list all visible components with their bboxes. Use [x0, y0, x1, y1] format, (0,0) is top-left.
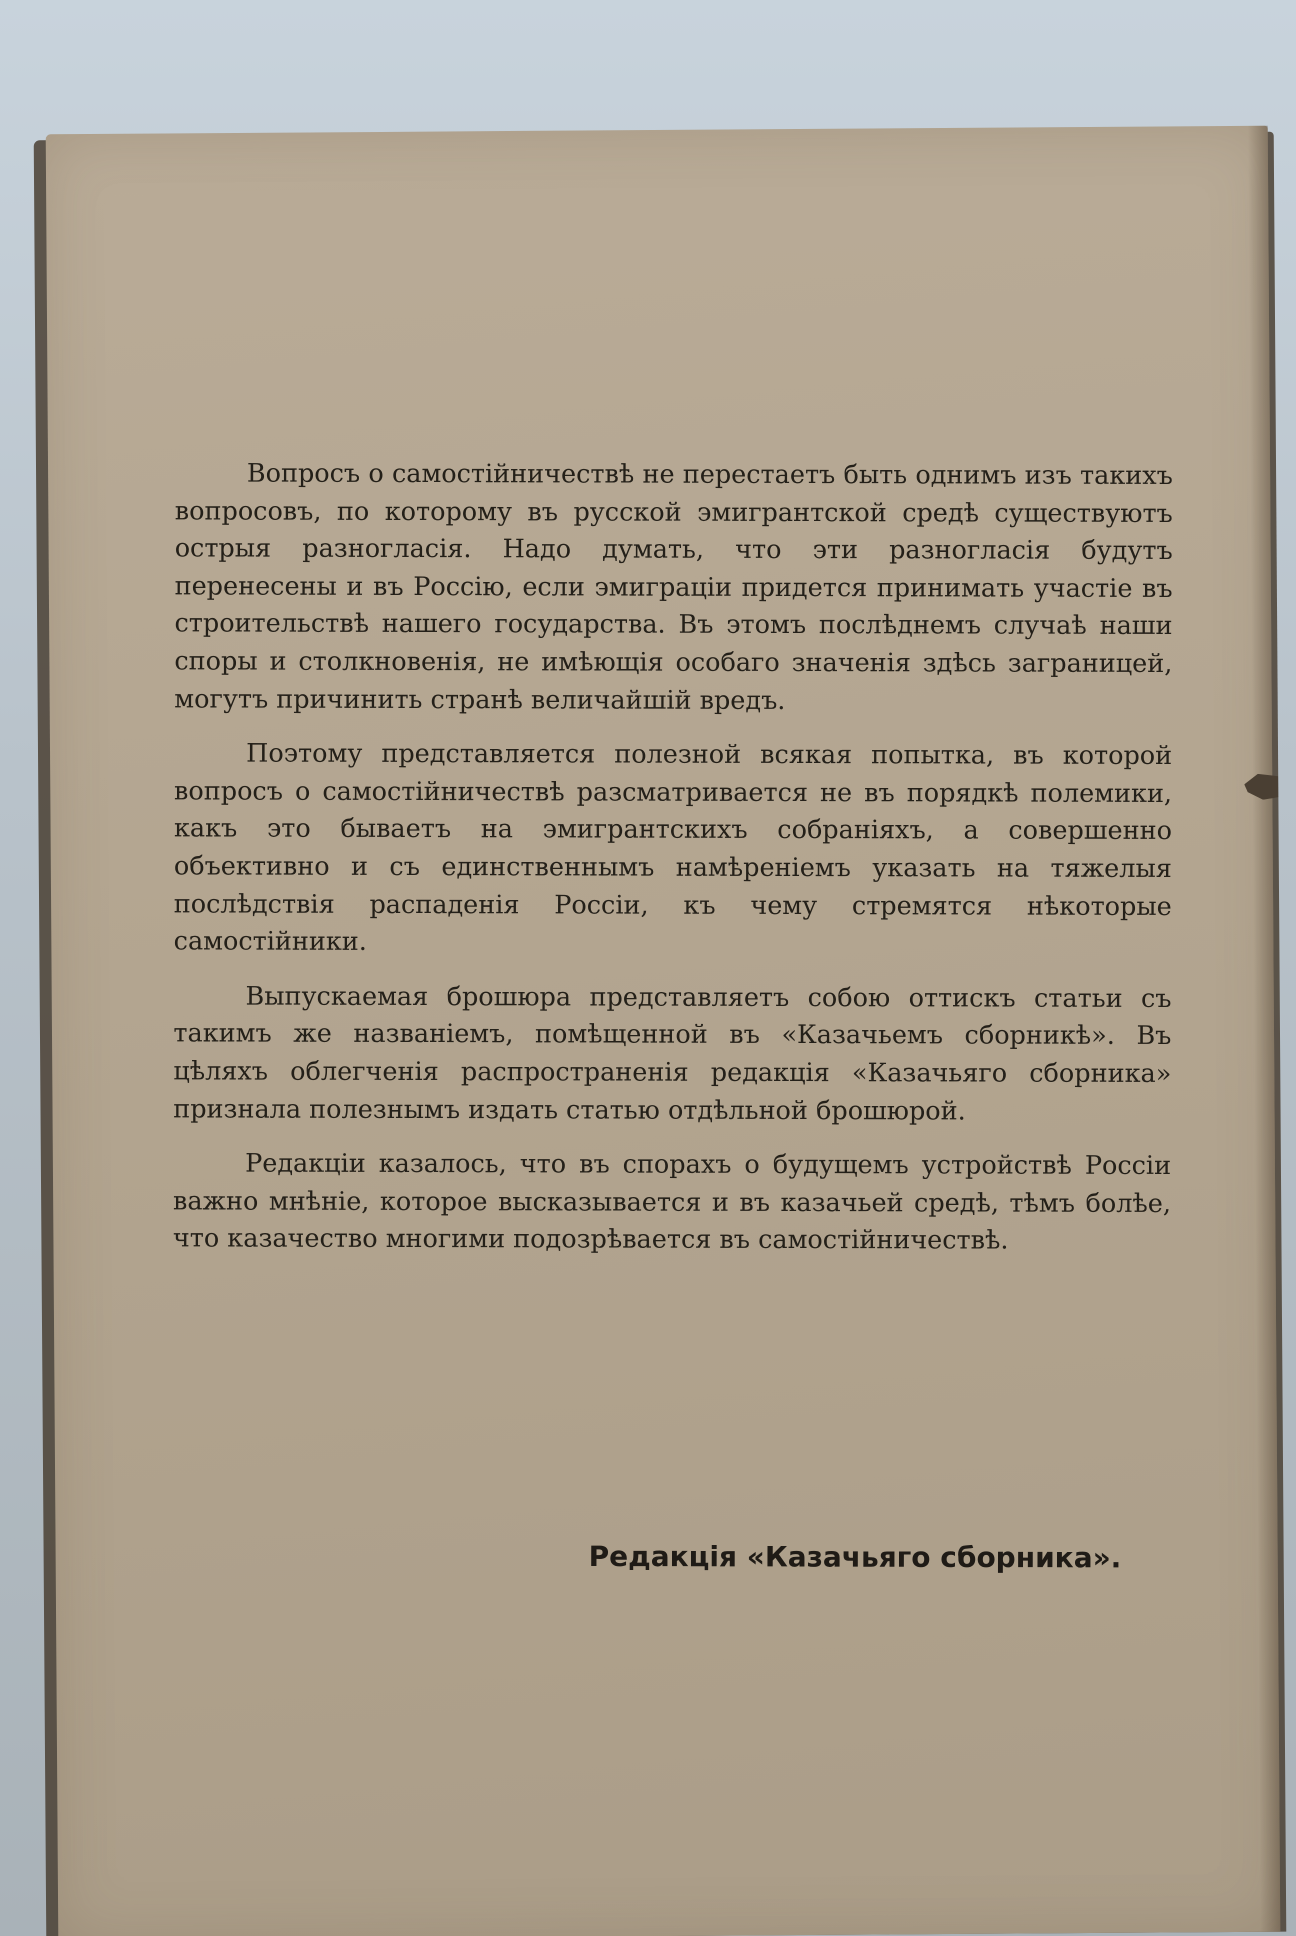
- body-text: [173, 455, 1173, 1277]
- paragraph-4: Редакціи казалось, что въ спорахъ о будущемъ устройствѣ Россіи важно мнѣніе, которое высказывается и въ казачьей средѣ, тѣмъ болѣе, что казачество многими подозрѣвается въ самостійничествѣ.: [172, 1148, 1172, 1256]
- paragraph-1: Вопросъ о самостійничествѣ не перестаетъ быть однимъ изъ такихъ вопросовъ, по которому въ русской эмигрантской средѣ существуютъ острыя разногласія. Надо думать, что эти разногласія будутъ перенесены и въ Россію, если эмиграціи придется принимать участіе въ строительствѣ нашего государства. Въ этомъ послѣднемъ случаѣ наши споры и столкновенія, не имѣющія особаго значенія здѣсь заграницей, могутъ причинить странѣ величайшій вредъ.: [174, 458, 1173, 716]
- paragraph-2: Поэтому представляется полезной всякая попытка, въ которой вопросъ о самостійничествѣ разсматривается не въ порядкѣ полемики, какъ это бываетъ на эмигрантскихъ собраніяхъ, а совершенно объективно и съ единственнымъ намѣреніемъ указать на тяжелыя послѣдствія распаденія Россіи, къ чему стремятся нѣкоторые самостійники.: [173, 738, 1173, 958]
- paragraph-3: Выпускаемая брошюра представляетъ собою оттискъ статьи съ такимъ же названіемъ, помѣщенной въ «Казачьемъ сборникѣ». Въ цѣляхъ облегченія распространенія редакція «Казачьяго сборника» признала полезнымъ издать статью отдѣльной брошюрой.: [173, 981, 1172, 1126]
- editorial-signature: Редакція «Казачьяго сборника».: [588, 1539, 1122, 1575]
- page-tear: [1244, 774, 1278, 800]
- book-page: [46, 126, 1281, 1936]
